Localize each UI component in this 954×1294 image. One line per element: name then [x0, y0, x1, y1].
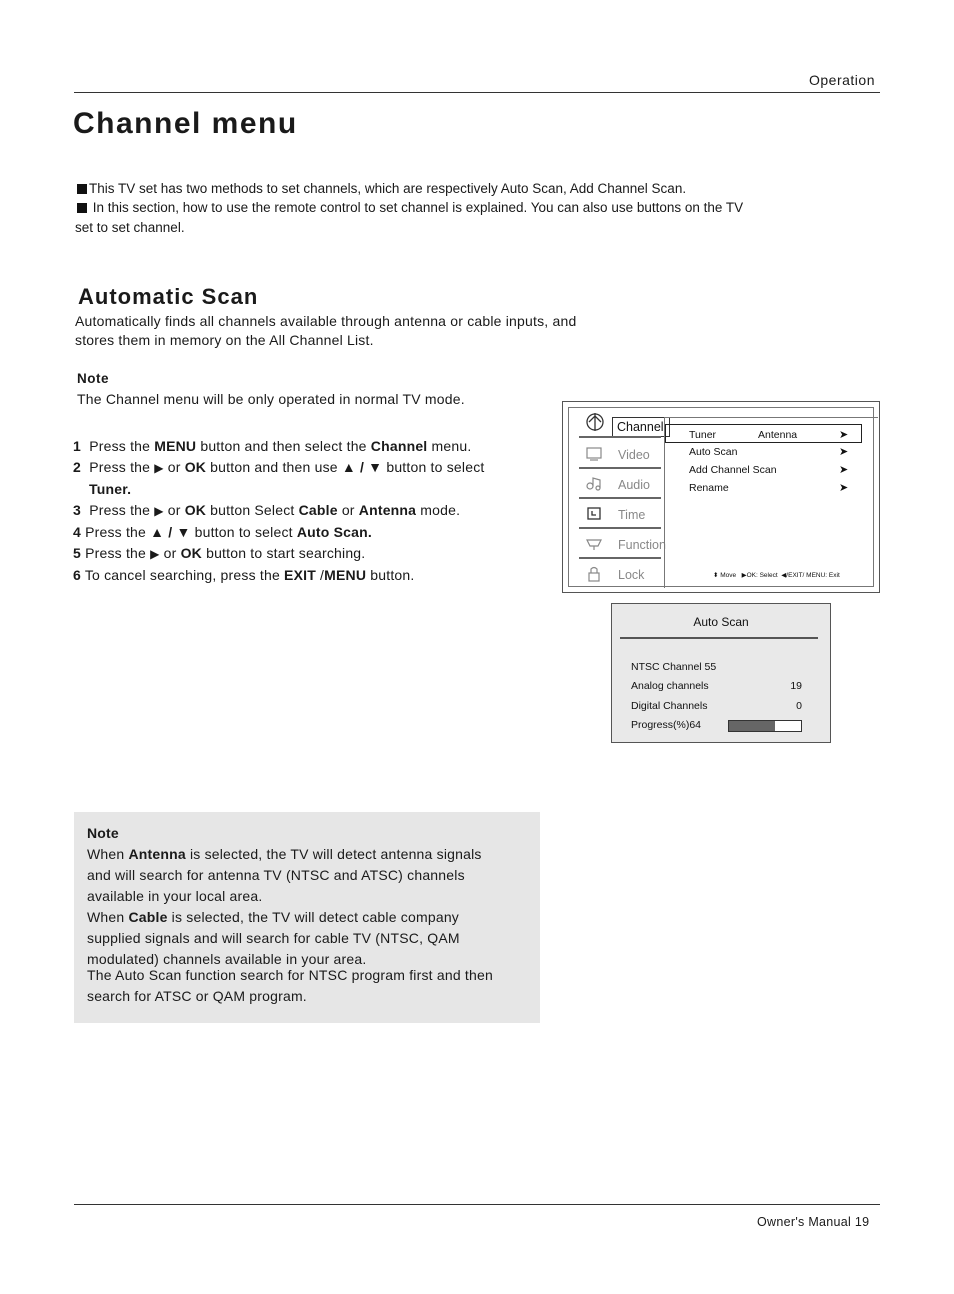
section-description-2: stores them in memory on the All Channel List. — [75, 332, 374, 348]
step-4: 4 Press the ▲ / ▼ button to select Auto Scan. — [73, 524, 372, 540]
arrow-right-icon: ➤ — [839, 429, 849, 441]
sidebar-divider — [579, 467, 661, 469]
sidebar-divider — [579, 527, 661, 529]
right-arrow-icon: ▶ — [150, 547, 160, 561]
section-label: Operation — [809, 72, 875, 88]
analog-label: Analog channels — [631, 680, 709, 692]
sidebar-item-label: Function — [618, 538, 666, 552]
sidebar-item-label: Lock — [618, 568, 645, 582]
note-line: When Antenna is selected, the TV will detect antenna signals — [87, 846, 482, 862]
channel-icon — [585, 412, 605, 432]
sidebar-item-label: Audio — [618, 478, 650, 492]
step-2: 2 Press the ▶ or OK button and then use ▲ / ▼ button to select — [73, 459, 485, 475]
lock-icon — [585, 566, 603, 582]
time-icon — [585, 506, 603, 522]
step-3: 3 Press the ▶ or OK button Select Cable or Antenna mode. — [73, 502, 461, 518]
step-2-continued: Tuner. — [89, 481, 132, 497]
up-down-arrow-icon: ▲ / ▼ — [150, 524, 191, 540]
tv-channel-menu — [562, 401, 880, 593]
arrow-right-icon: ➤ — [839, 482, 849, 494]
note-line: available in your local area. — [87, 888, 263, 904]
sidebar-item-audio[interactable] — [575, 472, 661, 498]
left-arrow-icon: ◀ — [781, 572, 787, 579]
sidebar-divider — [579, 557, 661, 559]
note-line: When Cable is selected, the TV will detect cable company — [87, 909, 460, 925]
menu-item-rename[interactable]: Rename — [689, 482, 729, 494]
progress-bar-fill — [729, 721, 775, 731]
note-line: supplied signals and will search for cable TV (NTSC, QAM — [87, 930, 460, 946]
step-1: 1 Press the MENU button and then select the Channel menu. — [73, 438, 472, 454]
sidebar-item-label: Time — [618, 508, 646, 522]
sidebar-item-lock[interactable] — [575, 562, 661, 588]
note-box — [74, 812, 540, 1023]
menu-item-auto-scan[interactable]: Auto Scan — [689, 446, 738, 458]
page-footer: Owner's Manual 19 — [757, 1215, 870, 1229]
header-divider — [74, 92, 880, 93]
note-line: and will search for antenna TV (NTSC and ATSC) channels — [87, 867, 465, 883]
digital-value: 0 — [796, 700, 802, 712]
scan-channel: NTSC Channel 55 — [631, 661, 717, 673]
dialog-divider — [620, 637, 818, 639]
sidebar-item-label: Channel — [612, 417, 670, 437]
navigation-hint: ⬍ Move ▶OK: Select ◀/EXIT/ MENU: Exit — [713, 572, 840, 579]
sidebar-item-time[interactable] — [575, 502, 661, 528]
tuner-value: Antenna — [758, 429, 798, 441]
tv-menu-frame — [568, 407, 874, 587]
right-arrow-icon: ▶ — [741, 572, 747, 579]
section-title: Automatic Scan — [78, 284, 259, 309]
progress-label: Progress(%)64 — [631, 719, 702, 731]
step-6: 6 To cancel searching, press the EXIT /MENU button. — [73, 567, 415, 583]
intro-line-2: In this section, how to use the remote control to set channel is explained. You can also use buttons on the TV — [77, 198, 743, 218]
up-down-arrow-icon: ▲ / ▼ — [341, 459, 383, 475]
intro-line-1: This TV set has two methods to set channels, which are respectively Auto Scan, Add Channel Scan. — [77, 179, 686, 199]
menu-item-tuner[interactable]: Tuner — [689, 429, 717, 441]
bullet-square-icon — [77, 184, 87, 194]
sidebar-divider — [579, 497, 661, 499]
sidebar-item-label: Video — [618, 448, 650, 462]
note-line: search for ATSC or QAM program. — [87, 988, 307, 1004]
note-line: The Auto Scan function search for NTSC program first and then — [87, 967, 493, 983]
video-icon — [585, 446, 603, 462]
digital-label: Digital Channels — [631, 700, 708, 712]
up-down-icon: ⬍ — [713, 572, 719, 579]
menu-item-add-channel-scan[interactable]: Add Channel Scan — [689, 464, 777, 476]
audio-icon — [585, 476, 603, 492]
section-description-1: Automatically finds all channels available through antenna or cable inputs, and — [75, 313, 577, 329]
footer-divider — [74, 1204, 880, 1205]
sidebar-divider — [579, 436, 661, 438]
arrow-right-icon: ➤ — [839, 464, 849, 476]
note-label: Note — [77, 371, 109, 386]
right-arrow-icon: ▶ — [154, 461, 164, 475]
dialog-title: Auto Scan — [693, 615, 749, 629]
right-arrow-icon: ▶ — [154, 504, 164, 518]
arrow-right-icon: ➤ — [839, 446, 849, 458]
page-title: Channel menu — [73, 107, 298, 140]
bullet-square-icon — [77, 203, 87, 213]
analog-value: 19 — [790, 680, 802, 692]
menu-content-panel — [664, 417, 878, 588]
note-box-label: Note — [87, 825, 119, 841]
function-icon — [585, 536, 603, 552]
intro-line-3: set to set channel. — [75, 220, 185, 235]
sidebar-item-function[interactable] — [575, 532, 666, 558]
note-text: The Channel menu will be only operated in normal TV mode. — [77, 391, 465, 407]
note-line: modulated) channels available in your area. — [87, 951, 367, 967]
progress-bar — [728, 720, 802, 732]
step-5: 5 Press the ▶ or OK button to start searching. — [73, 545, 366, 561]
auto-scan-dialog — [611, 603, 831, 743]
sidebar-item-video[interactable] — [575, 442, 661, 468]
